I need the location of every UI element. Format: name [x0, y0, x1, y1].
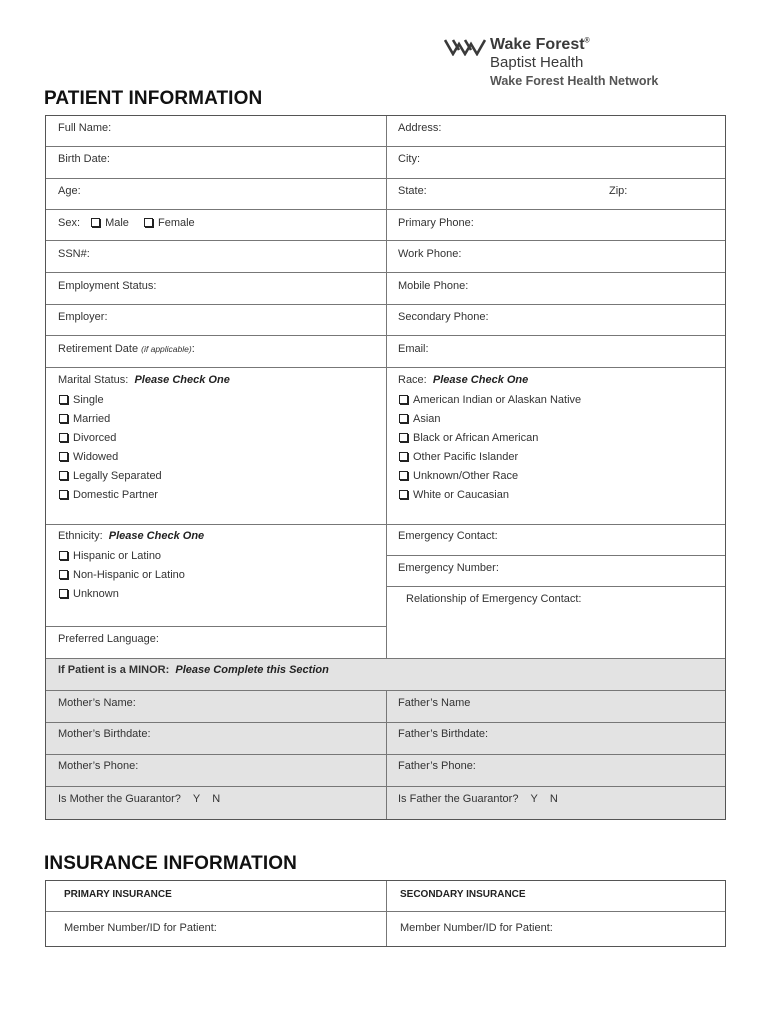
- checkbox-icon[interactable]: [399, 414, 408, 423]
- sex-field: [46, 217, 195, 229]
- sex-female-option[interactable]: Female: [144, 217, 195, 229]
- city-label: City:: [398, 153, 420, 165]
- option-label: Unknown: [73, 588, 119, 600]
- checkbox-icon[interactable]: [59, 570, 68, 579]
- logo-line-3: Wake Forest Health Network: [490, 74, 659, 88]
- emergency-relationship-label: Relationship of Emergency Contact:: [406, 593, 582, 605]
- option-label: American Indian or Alaskan Native: [413, 394, 582, 406]
- secondary-member-id-label: Member Number/ID for Patient:: [400, 922, 553, 934]
- race-option[interactable]: [399, 432, 538, 444]
- race-option[interactable]: [399, 451, 518, 463]
- marital-status-label: Marital Status: Please Check One: [58, 374, 230, 386]
- marital-option[interactable]: [59, 432, 116, 444]
- checkbox-icon[interactable]: [399, 433, 408, 442]
- ethnicity-option[interactable]: [59, 569, 185, 581]
- checkbox-icon[interactable]: [59, 414, 68, 423]
- sex-male-option[interactable]: Male: [91, 217, 129, 229]
- birth-date-label: Birth Date:: [58, 153, 110, 165]
- logo-line-1: Wake Forest®: [490, 36, 590, 53]
- logo-mark-icon: [444, 38, 486, 56]
- secondary-insurance-header: SECONDARY INSURANCE: [400, 889, 526, 900]
- retirement-date-label: Retirement Date (if applicable):: [58, 343, 195, 355]
- checkbox-icon[interactable]: [59, 551, 68, 560]
- ethnicity-label: Ethnicity: Please Check One: [58, 530, 205, 542]
- email-label: Email:: [398, 343, 429, 355]
- logo-line-2: Baptist Health: [490, 54, 584, 71]
- primary-member-id-label: Member Number/ID for Patient:: [64, 922, 217, 934]
- race-option[interactable]: [399, 394, 581, 406]
- checkbox-icon[interactable]: [59, 395, 68, 404]
- age-label: Age:: [58, 185, 81, 197]
- option-label: Widowed: [73, 451, 119, 463]
- option-label: Asian: [413, 413, 441, 425]
- option-label: Divorced: [73, 432, 117, 444]
- marital-option[interactable]: [59, 470, 162, 482]
- primary-phone-label: Primary Phone:: [398, 217, 474, 229]
- employer-label: Employer:: [58, 311, 108, 323]
- option-label: Married: [73, 413, 111, 425]
- wake-forest-logo: [444, 36, 664, 92]
- fathers-phone-label: Father’s Phone:: [398, 760, 476, 772]
- employment-status-label: Employment Status:: [58, 280, 157, 292]
- race-option[interactable]: [399, 489, 509, 501]
- mothers-name-label: Mother’s Name:: [58, 697, 136, 709]
- ethnicity-option[interactable]: [59, 588, 119, 600]
- work-phone-label: Work Phone:: [398, 248, 462, 260]
- race-option[interactable]: [399, 470, 518, 482]
- emergency-contact-label: Emergency Contact:: [398, 530, 498, 542]
- checkbox-icon[interactable]: [59, 471, 68, 480]
- fathers-name-label: Father’s Name: [398, 697, 471, 709]
- checkbox-icon[interactable]: [399, 471, 408, 480]
- marital-option[interactable]: [59, 413, 110, 425]
- mother-guarantor-label: Is Mother the Guarantor? Y N: [58, 793, 221, 805]
- secondary-phone-label: Secondary Phone:: [398, 311, 489, 323]
- preferred-language-label: Preferred Language:: [58, 633, 159, 645]
- mobile-phone-label: Mobile Phone:: [398, 280, 469, 292]
- ethnicity-option[interactable]: [59, 550, 161, 562]
- checkbox-icon[interactable]: [399, 395, 408, 404]
- insurance-information-table: [45, 880, 726, 947]
- father-guarantor-label: Is Father the Guarantor? Y N: [398, 793, 558, 805]
- option-label: Single: [73, 394, 104, 406]
- option-label: Unknown/Other Race: [413, 470, 519, 482]
- minor-section-header: If Patient is a MINOR: Please Complete this Section: [58, 664, 329, 676]
- patient-information-title: PATIENT INFORMATION: [44, 88, 263, 109]
- marital-option[interactable]: [59, 451, 118, 463]
- option-label: Legally Separated: [73, 470, 162, 482]
- emergency-number-label: Emergency Number:: [398, 562, 499, 574]
- marital-option[interactable]: [59, 489, 158, 501]
- checkbox-icon[interactable]: [399, 452, 408, 461]
- full-name-label: Full Name:: [58, 122, 112, 134]
- state-label: State:: [398, 185, 427, 197]
- option-label: Non-Hispanic or Latino: [73, 569, 185, 581]
- checkbox-icon[interactable]: [144, 218, 153, 227]
- ssn-label: SSN#:: [58, 248, 90, 260]
- option-label: Hispanic or Latino: [73, 550, 162, 562]
- insurance-information-title: INSURANCE INFORMATION: [44, 853, 297, 874]
- sex-label: Sex:: [58, 217, 81, 229]
- option-label: Domestic Partner: [73, 489, 158, 501]
- race-label: Race: Please Check One: [398, 374, 529, 386]
- race-option[interactable]: [399, 413, 441, 425]
- marital-option[interactable]: [59, 394, 104, 406]
- checkbox-icon[interactable]: [399, 490, 408, 499]
- checkbox-icon[interactable]: [59, 433, 68, 442]
- mothers-birthdate-label: Mother’s Birthdate:: [58, 728, 151, 740]
- fathers-birthdate-label: Father’s Birthdate:: [398, 728, 489, 740]
- checkbox-icon[interactable]: [91, 218, 100, 227]
- checkbox-icon[interactable]: [59, 452, 68, 461]
- zip-label: Zip:: [609, 185, 628, 197]
- option-label: Other Pacific Islander: [413, 451, 519, 463]
- address-label: Address:: [398, 122, 442, 134]
- mothers-phone-label: Mother’s Phone:: [58, 760, 139, 772]
- primary-insurance-header: PRIMARY INSURANCE: [64, 889, 172, 900]
- checkbox-icon[interactable]: [59, 589, 68, 598]
- option-label: Black or African American: [413, 432, 539, 444]
- checkbox-icon[interactable]: [59, 490, 68, 499]
- option-label: White or Caucasian: [413, 489, 509, 501]
- patient-information-table: [45, 115, 726, 820]
